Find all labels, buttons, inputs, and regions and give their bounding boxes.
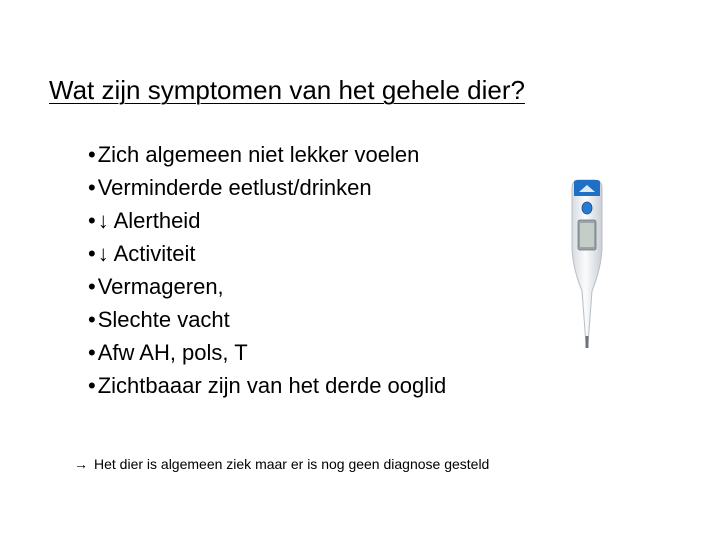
list-item [88, 237, 446, 270]
bullet-mark: • [88, 241, 96, 266]
list-item-text: Vermageren, [97, 274, 224, 299]
bullet-mark: • [88, 340, 96, 365]
bullet-mark: • [88, 175, 96, 200]
bullet-mark: • [88, 208, 96, 233]
list-item [88, 336, 446, 369]
conclusion-text: Het dier is algemeen ziek maar er is nog geen diagnose gesteld [94, 456, 490, 472]
list-item-text: Slechte vacht [97, 307, 230, 332]
list-item [88, 303, 446, 336]
list-item-text: ↓ Activiteit [97, 241, 196, 266]
list-item [88, 171, 446, 204]
bullet-mark: • [88, 142, 96, 167]
list-item [88, 369, 446, 402]
list-item-text: Zich algemeen niet lekker voelen [97, 142, 420, 167]
conclusion-line [74, 454, 489, 474]
bullet-mark: • [88, 274, 96, 299]
arrow-right-icon: → [74, 456, 88, 472]
digital-thermometer-icon [562, 176, 612, 356]
list-item-text: Verminderde eetlust/drinken [97, 175, 372, 200]
bullet-mark: • [88, 373, 96, 398]
list-item [88, 270, 446, 303]
list-item-text: ↓ Alertheid [97, 208, 201, 233]
list-item [88, 204, 446, 237]
list-item [88, 138, 446, 171]
list-item-text: Zichtbaaar zijn van het derde ooglid [97, 373, 447, 398]
slide-title: Wat zijn symptomen van het gehele dier? [49, 75, 525, 105]
list-item-text: Afw AH, pols, T [97, 340, 248, 365]
bullet-mark: • [88, 307, 96, 332]
symptom-list [88, 138, 446, 402]
